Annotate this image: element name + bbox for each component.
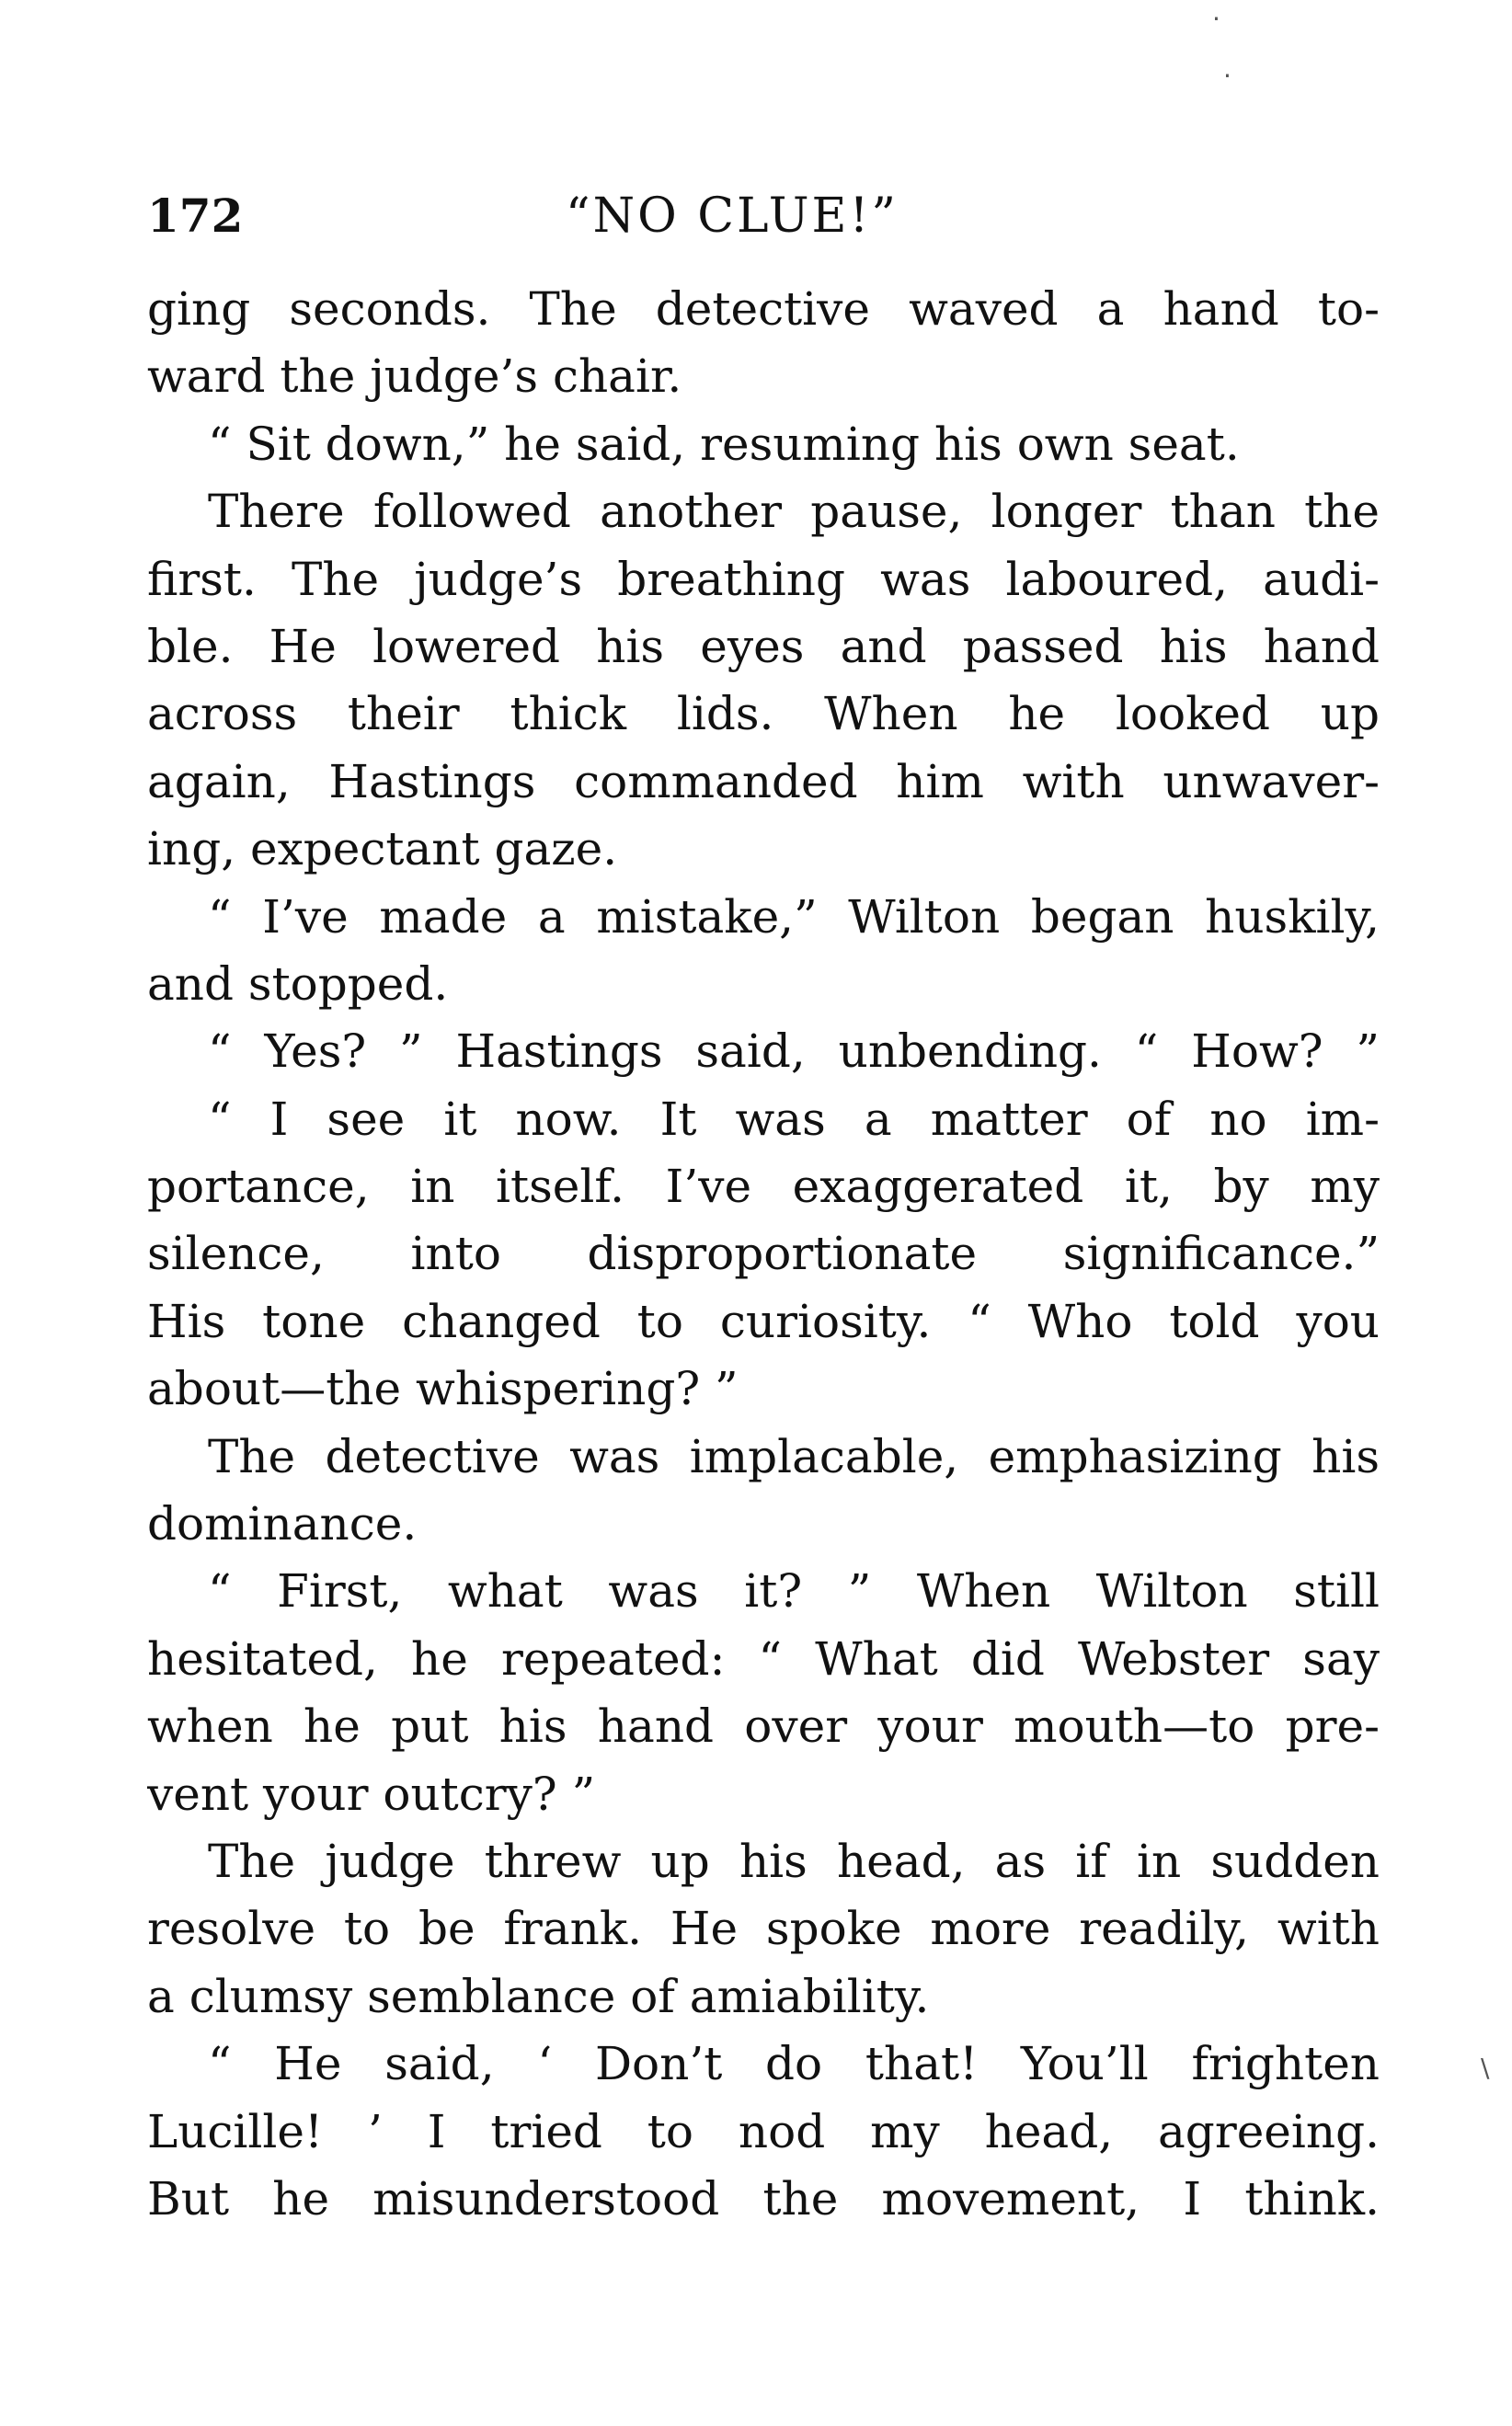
scan-speck: \ xyxy=(1481,2053,1490,2083)
text-line: first. The judge’s breathing was laboured, audi- xyxy=(147,552,1380,606)
text-line: “ I’ve made a mistake,” Wilton began huskily, xyxy=(208,889,1380,944)
body-text xyxy=(147,276,1380,2233)
text-line: The judge threw up his head, as if in sudden xyxy=(208,1834,1380,1888)
text-line: hesitated, he repeated: “ What did Webster say xyxy=(147,1631,1380,1686)
text-line: portance, in itself. I’ve exaggerated it, by my xyxy=(147,1160,1380,1214)
text-line: silence, into disproportionate significance.” xyxy=(147,1227,1380,1281)
text-line: when he put his hand over your mouth—to pre- xyxy=(147,1699,1380,1754)
text-line: ward the judge’s chair. xyxy=(147,349,682,404)
text-line: ging seconds. The detective waved a hand to- xyxy=(147,282,1380,336)
text-line: vent your outcry? ” xyxy=(147,1767,596,1821)
text-line: dominance. xyxy=(147,1497,418,1551)
text-line: “ Yes? ” Hastings said, unbending. “ How? ” xyxy=(208,1024,1380,1079)
page-number: 172 xyxy=(147,189,244,243)
text-line: across their thick lids. When he looked up xyxy=(147,687,1380,741)
text-line: ble. He lowered his eyes and passed his hand xyxy=(147,619,1380,673)
text-line: a clumsy semblance of amiability. xyxy=(147,1969,930,2023)
page-header xyxy=(147,179,1380,253)
text-line: ing, expectant gaze. xyxy=(147,822,618,876)
text-line: “ First, what was it? ” When Wilton still xyxy=(208,1564,1380,1619)
text-line: and stopped. xyxy=(147,956,449,1011)
text-line: There followed another pause, longer than the xyxy=(208,485,1380,539)
scan-speck: · xyxy=(1223,61,1231,91)
text-line: But he misunderstood the movement, I think. xyxy=(147,2171,1380,2226)
text-line: “ He said, ‘ Don’t do that! You’ll frighten xyxy=(208,2037,1380,2091)
scan-speck: · xyxy=(1212,4,1220,34)
text-line: “ I see it now. It was a matter of no im- xyxy=(208,1092,1380,1146)
text-line: The detective was implacable, emphasizing his xyxy=(208,1429,1380,1483)
text-line: His tone changed to curiosity. “ Who told you xyxy=(147,1294,1380,1348)
text-line: about—the whispering? ” xyxy=(147,1362,739,1416)
running-title: “NO CLUE!” xyxy=(566,189,899,244)
text-line: “ Sit down,” he said, resuming his own seat. xyxy=(208,417,1240,471)
text-line: resolve to be frank. He spoke more readily, with xyxy=(147,1902,1380,1956)
text-line: again, Hastings commanded him with unwaver- xyxy=(147,754,1380,808)
text-line: Lucille! ’ I tried to nod my head, agreeing. xyxy=(147,2104,1380,2158)
